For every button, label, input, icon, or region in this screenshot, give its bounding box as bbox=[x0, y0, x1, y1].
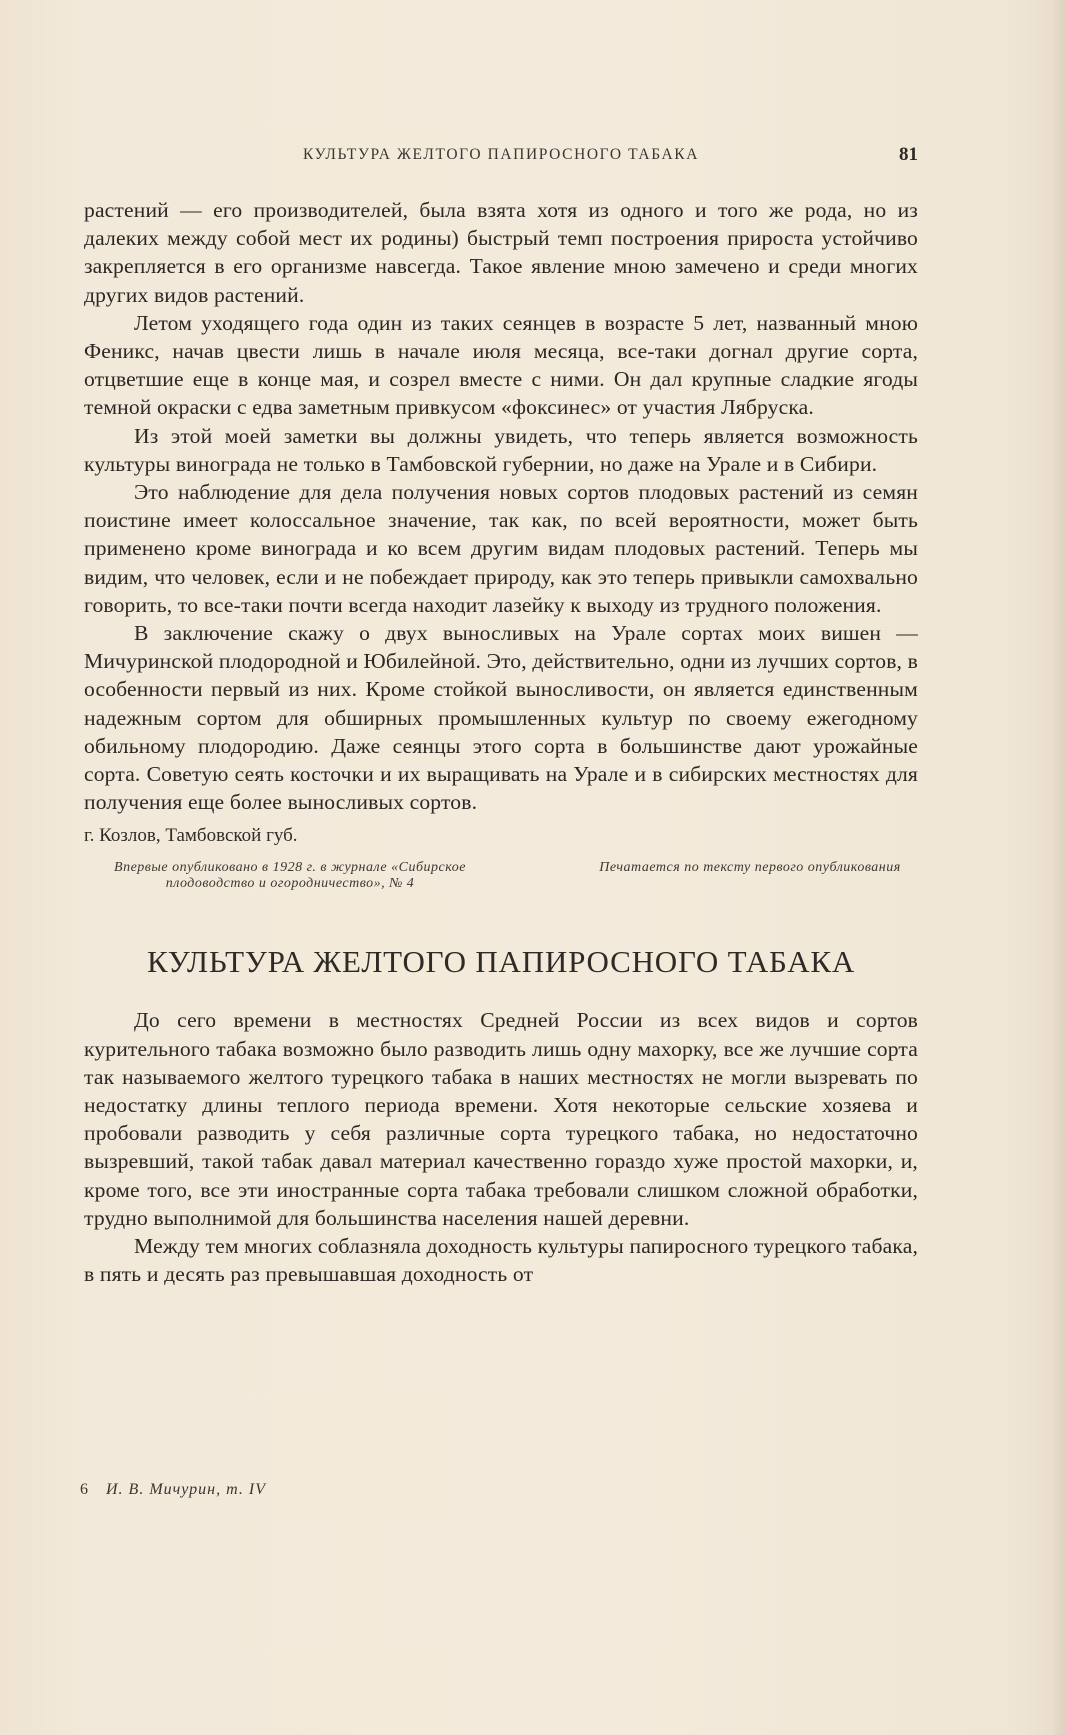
paragraph: Это наблюдение для дела получения новых сортов плодовых растений из семян поистине имеет колоссальное значение, так как, по всей вероятности, может быть применено кроме винограда и ко всем другим видам плодовых растений. Теперь мы видим, что человек, если и не побеждает природу, как это теперь привыкли самохвально говорить, то все-таки почти всегда находит лазейку к выходу из трудного положения. bbox=[84, 480, 918, 617]
place-signature: г. Козлов, Тамбовской губ. bbox=[84, 825, 298, 847]
paragraph: До сего времени в местностях Средней России из всех видов и сортов курительного табака возможно было разводить лишь одну махорку, все же лучшие сорта так называемого желтого турецкого табака в наших местностях не могли вызревать по недостатку длины теплого периода времени. Хотя некоторые сельские хозяева и пробовали разводить у себя различные сорта турецкого табака, но недостаточно вызревший, такой табак давал материал качественно гораздо хуже простой махорки, и, кроме того, все эти иностранные сорта табака требовали слишком сложной обработки, трудно выполнимой для большинства населения нашей деревни. bbox=[84, 1008, 918, 1230]
source-text-note: Печатается по тексту первого опубликования bbox=[599, 860, 901, 876]
signature-number: 6 bbox=[80, 1481, 88, 1498]
sheet-signature bbox=[80, 1481, 680, 1499]
paragraph: Между тем многих соблазняла доходность культуры папиросного турецкого табака, в пять и десять раз превышавшая доходность от bbox=[84, 1234, 918, 1287]
signature-title: И. В. Мичурин, т. IV bbox=[106, 1481, 266, 1498]
body-text bbox=[84, 196, 918, 1289]
running-title: КУЛЬТУРА ЖЕЛТОГО ПАПИРОСНОГО ТАБАКА bbox=[302, 146, 700, 163]
paragraph: Из этой моей заметки вы должны увидеть, что теперь является возможность культуры винограда не только в Тамбовской губернии, но даже на Урале и в Сибири. bbox=[84, 423, 918, 476]
paragraph: Летом уходящего года один из таких сеянцев в возрасте 5 лет, названный мною Феникс, начав цвести лишь в начале июля месяца, все-таки догнал другие сорта, отцветшие еще в конце мая, и созрел вместе с ними. Он дал крупные сладкие ягоды темной окраски с едва заметным привкусом «фоксинес» от участия Лябруска. bbox=[84, 310, 918, 420]
publication-notes bbox=[84, 860, 918, 918]
paragraph: В заключение скажу о двух выносливых на Урале сортах моих вишен — Мичуринской плодородной и Юбилейной. Это, действительно, одни из лучших сортов, в особенности первый из них. Кроме стойкой выносливости, он является единственным надежным сортом для обширных промышленных культур по своему ежегодному обильному плодородию. Даже сеянцы этого сорта в большинстве дают урожайные сорта. Советую сеять косточки и их выращивать на Урале и в сибирских местностях для получения еще более выносливых сортов. bbox=[84, 621, 918, 815]
paragraph: растений — его производителей, была взята хотя из одного и того же рода, но из далеких между собой мест их родины) быстрый темп построения прироста устойчиво закрепляется в его организме навсегда. Такое явление мною замечено и среди многих других видов растений. bbox=[84, 198, 918, 307]
running-header bbox=[84, 146, 918, 170]
page-number: 81 bbox=[899, 144, 918, 165]
section-title: КУЛЬТУРА ЖЕЛТОГО ПАПИРОСНОГО ТАБАКА bbox=[146, 944, 856, 980]
page-edge-shadow bbox=[1051, 0, 1065, 1735]
first-published-note: Впервые опубликовано в 1928 г. в журнале «Сибирское плодоводство и огородничество», № 4 bbox=[114, 860, 466, 891]
